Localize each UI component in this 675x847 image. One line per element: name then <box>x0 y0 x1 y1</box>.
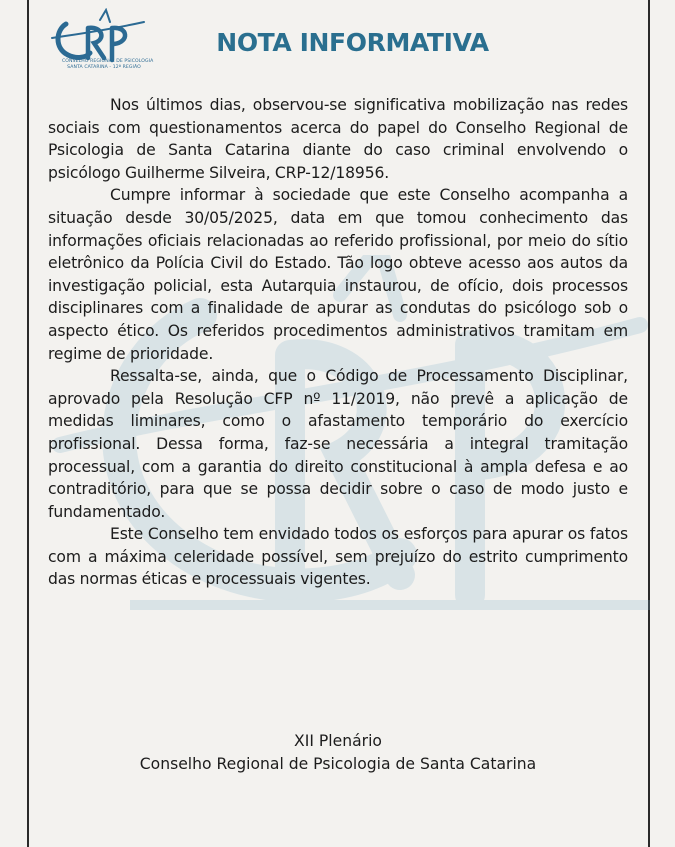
logo-subtitle-2: SANTA CATARINA - 12ª REGIÃO <box>67 65 141 70</box>
crp-logo-mark <box>48 8 154 66</box>
logo-subtitle-1: CONSELHO REGIONAL DE PSICOLOGIA <box>62 59 154 64</box>
logo-text: CRP <box>48 8 50 9</box>
signature-plenary: XII Plenário <box>294 732 382 750</box>
page-title: NOTA INFORMATIVA <box>216 28 489 57</box>
note-body <box>48 94 628 591</box>
page-border-left <box>27 0 29 847</box>
paragraph-3: Ressalta-se, ainda, que o Código de Processamento Disciplinar, aprovado pela Resolução CFP nº 11/2019, não prevê a aplicação de medidas liminares, como o afastamento temporário do exercício profissional. Dessa forma, faz-se necessária a integral tramitação processual, com a garantia do direito constitucional à ampla defesa e ao contraditório, para que se possa decidir sobre o caso de modo justo e fundamentado. <box>48 367 628 521</box>
signature-block <box>48 730 628 776</box>
paragraph-2: Cumpre informar à sociedade que este Conselho acompanha a situação desde 30/05/2025, data em que tomou conhecimento das informações oficiais relacionadas ao referido profissional, por meio do sítio eletrônico da Polícia Civil do Estado. Tão logo obteve acesso aos autos da investigação policial, esta Autarquia instaurou, de ofício, dois processos disciplinares com a finalidade de apurar as condutas do psicólogo sob o aspecto ético. Os referidos procedimentos administrativos tramitam em regime de prioridade. <box>48 186 628 363</box>
paragraph-1: Nos últimos dias, observou-se significativa mobilização nas redes sociais com questionamentos acerca do papel do Conselho Regional de Psicologia de Santa Catarina diante do caso criminal envolvendo o psicólogo Guilherme Silveira, CRP-12/18956. <box>48 96 628 182</box>
page-border-right <box>648 0 650 847</box>
signature-council: Conselho Regional de Psicologia de Santa Catarina <box>139 755 537 773</box>
paragraph-4: Este Conselho tem envidado todos os esforços para apurar os fatos com a máxima celeridade possível, sem prejuízo do estrito cumprimento das normas éticas e processuais vigentes. <box>48 525 628 589</box>
